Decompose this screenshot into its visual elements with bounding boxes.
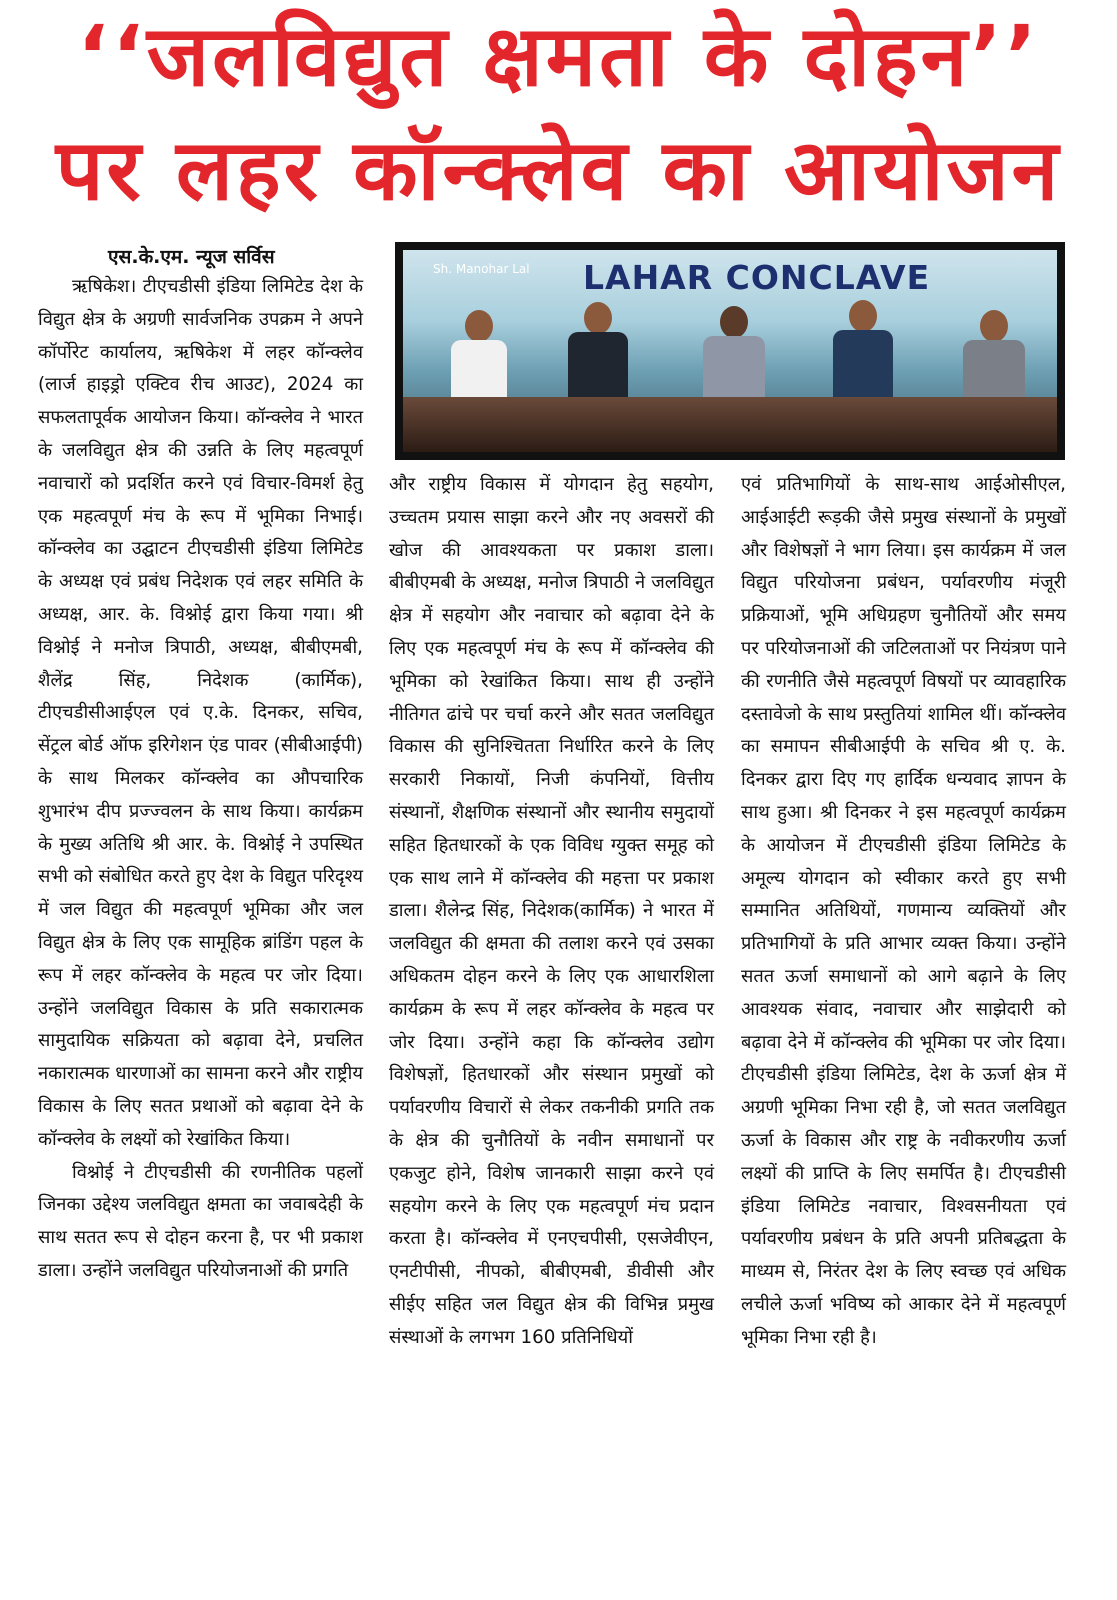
article-paragraph: ऋषिकेश। टीएचडीसी इंडिया लिमिटेड देश के विद्युत क्षेत्र के अग्रणी सार्वजनिक उपक्रम ने अपने कॉर्पोरेट कार्यालय, ऋषिकेश में लहर कॉन्क्लेव (लार्ज हाइड्रो एक्टिव रीच आउट), 2024 का सफलतापूर्वक आयोजन किया। कॉन्क्लेव ने भारत के जलविद्युत क्षेत्र की उन्नति के लिए महत्वपूर्ण नवाचारों को प्रदर्शित करने एवं विचार-विमर्श हेतु एक महत्वपूर्ण मंच के रूप में भूमिका निभाई। कॉन्क्लेव का उद्घाटन टीएचडीसी इंडिया लिमिटेड के अध्यक्ष एवं प्रबंध निदेशक एवं लहर समिति के अध्यक्ष, आर. के. विश्नोई द्वारा किया गया। श्री विश्नोई ने मनोज त्रिपाठी, अध्यक्ष, बीबीएमबी, शैलेंद्र सिंह, निदेशक (कार्मिक), टीएचडीसीआईएल एवं ए.के. दिनकर, सचिव, सेंट्रल बोर्ड ऑफ इरिगेशन एंड पावर (सीबीआईपी) के साथ मिलकर कॉन्क्लेव का औपचारिक शुभारंभ दीप प्रज्ज्वलन के साथ किया। कार्यक्रम के मुख्य अतिथि श्री आर. के. विश्नोई ने उपस्थित सभी को संबोधित करते हुए देश के विद्युत परिदृश्य में जल विद्युत की महत्वपूर्ण भूमिका और जल विद्युत क्षेत्र के लिए एक सामूहिक ब्रांडिंग पहल के रूप में लहर कॉन्क्लेव के महत्व पर जोर दिया। उन्होंने जलविद्युत विकास के प्रति सकारात्मक सामुदायिक सक्रियता को बढ़ावा देने, प्रचलित नकारात्मक धारणाओं का सामना करने और राष्ट्रीय विकास के लिए सतत प्रथाओं को बढ़ावा देने के कॉन्क्लेव के लक्ष्यों को रेखांकित किया। xyxy=(38,276,363,1150)
article-column-3 xyxy=(741,469,1066,1355)
headline-line-2: पर लहर कॉन्क्लेव का आयोजन xyxy=(55,121,1062,219)
article-paragraph: विश्नोई ने टीएचडीसी की रणनीतिक पहलों जिनका उद्देश्य जलविद्युत क्षमता का जवाबदेही के साथ सतत रूप से दोहन करना है, पर भी प्रकाश डाला। उन्होंने जलविद्युत परियोजनाओं की प्रगति xyxy=(38,1161,363,1281)
article-column-2 xyxy=(389,469,714,1355)
banner-name: Sh. Manohar Lal xyxy=(433,262,530,276)
article-column-1 xyxy=(38,271,363,1288)
stage-table xyxy=(403,397,1057,452)
article-paragraph: और राष्ट्रीय विकास में योगदान हेतु सहयोग, उच्चतम प्रयास साझा करने और नए अवसरों की खोज की आवश्यकता पर प्रकाश डाला। बीबीएमबी के अध्यक्ष, मनोज त्रिपाठी ने जलविद्युत क्षेत्र में सहयोग और नवाचार को बढ़ावा देने के लिए एक महत्वपूर्ण मंच के रूप में कॉन्क्लेव की भूमिका को रेखांकित किया। साथ ही उन्होंने नीतिगत ढांचे पर चर्चा करने और सतत जलविद्युत विकास की सुनिश्चितता निर्धारित करने के लिए सरकारी निकायों, निजी कंपनियों, वित्तीय संस्थानों, शैक्षणिक संस्थानों और स्थानीय समुदायों सहित हितधारकों के एक विविध ग्युक्त समूह को एक साथ लाने में कॉन्क्लेव की महत्ता पर प्रकाश डाला। शैलेन्द्र सिंह, निदेशक(कार्मिक) ने भारत में जलविद्युत की क्षमता की तलाश करने एवं उसका अधिकतम दोहन करने के लिए एक आधारशिला कार्यक्रम के रूप में लहर कॉन्क्लेव के महत्व पर जोर दिया। उन्होंने कहा कि कॉन्क्लेव उद्योग विशेषज्ञों, हितधारकों और संस्थान प्रमुखों को पर्यावरणीय विचारों से लेकर तकनीकी प्रगति तक के क्षेत्र की चुनौतियों के नवीन समाधानों पर एकजुट होने, विशेष जानकारी साझा करने एवं सहयोग करने के लिए एक महत्वपूर्ण मंच प्रदान करता है। कॉन्क्लेव में एनएचपीसी, एसजेवीएन, एनटीपीसी, नीपको, बीबीएमबी, डीवीसी और सीईए सहित जल विद्युत क्षेत्र की विभिन्न प्रमुख संस्थाओं के लगभग 160 प्रतिनिधियों xyxy=(389,474,714,1348)
byline: एस.के.एम. न्यूज सर्विस xyxy=(108,246,275,268)
event-photo xyxy=(395,242,1065,460)
photo-scene xyxy=(403,250,1057,452)
banner-title: LAHAR CONCLAVE xyxy=(583,258,931,297)
headline-line-1: ‘‘जलविद्युत क्षमता के दोहन’’ xyxy=(76,7,1041,105)
article-paragraph: एवं प्रतिभागियों के साथ-साथ आईओसीएल, आईआईटी रूड़की जैसे प्रमुख संस्थानों के प्रमुखों और विशेषज्ञों ने भाग लिया। इस कार्यक्रम में जल विद्युत परियोजना प्रबंधन, पर्यावरणीय मंजूरी प्रक्रियाओं, भूमि अधिग्रहण चुनौतियों और समय पर परियोजनाओं की जटिलताओं पर नियंत्रण पाने की रणनीति जैसे महत्वपूर्ण विषयों पर व्यावहारिक दस्तावेजो के साथ प्रस्तुतियां शामिल थीं। कॉन्क्लेव का समापन सीबीआईपी के सचिव श्री ए. के. दिनकर द्वारा दिए गए हार्दिक धन्यवाद ज्ञापन के साथ हुआ। श्री दिनकर ने इस महत्वपूर्ण कार्यक्रम के आयोजन में टीएचडीसी इंडिया लिमिटेड के अमूल्य योगदान को स्वीकार करते हुए सभी सम्मानित अतिथियों, गणमान्य व्यक्तियों और प्रतिभागियों के प्रति आभार व्यक्त किया। उन्होंने सतत ऊर्जा समाधानों को आगे बढ़ाने के लिए आवश्यक संवाद, नवाचार और साझेदारी को बढ़ावा देने में कॉन्क्लेव की भूमिका पर जोर दिया। टीएचडीसी इंडिया लिमिटेड, देश के ऊर्जा क्षेत्र में अग्रणी भूमिका निभा रही है, जो सतत जलविद्युत ऊर्जा के विकास और राष्ट्र के नवीकरणीय ऊर्जा लक्ष्यों की प्राप्ति के लिए समर्पित है। टीएचडीसी इंडिया लिमिटेड नवाचार, विश्वसनीयता एवं पर्यावरणीय प्रबंधन के प्रति अपनी प्रतिबद्धता के माध्यम से, निरंतर देश के लिए स्वच्छ एवं अधिक लचीले ऊर्जा भविष्य को आकार देने में महत्वपूर्ण भूमिका निभा रही है। xyxy=(741,474,1066,1348)
